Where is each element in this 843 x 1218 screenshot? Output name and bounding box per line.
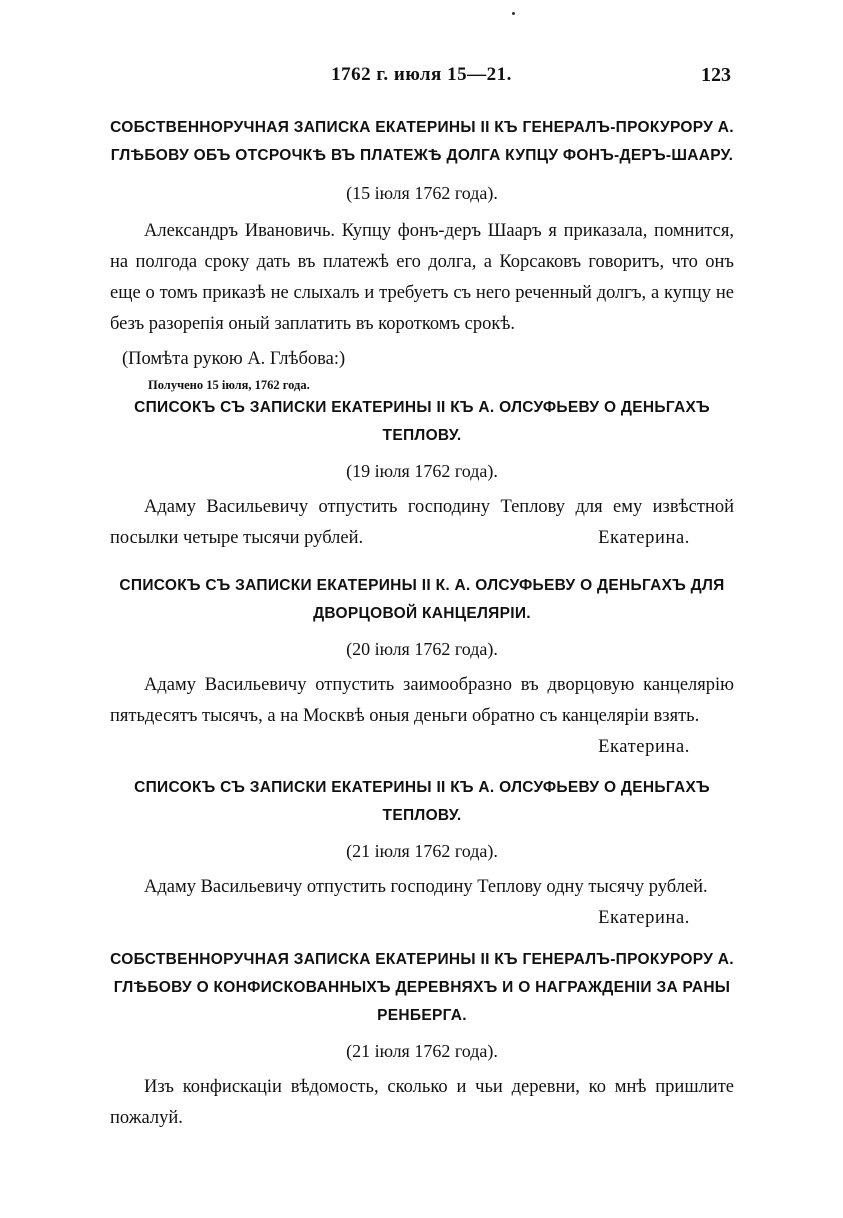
section-4-date: (21 іюля 1762 года). [346, 841, 498, 861]
section-3 [110, 572, 734, 763]
section-5-body: Изъ конфискаціи вѣдомость, сколько и чьи деревни, ко мнѣ пришлите пожалуй. [110, 1077, 734, 1128]
section-1-note: (Помѣта рукою А. Глѣбова:) [122, 349, 346, 369]
section-3-body: Адаму Васильевичу отпустить заимообразно въ дворцовую канцелярію пятьдесятъ тысячъ, а на Москвѣ оныя деньги обратно съ канцеляріи взять. [110, 675, 734, 726]
section-2-date: (19 іюля 1762 года). [346, 461, 498, 481]
section-5-title: СОБСТВЕННОРУЧНАЯ ЗАПИСКА ЕКАТЕРИНЫ II КЪ ГЕНЕРАЛЪ-ПРОКУРОРУ А. ГЛѢБОВУ О КОНФИСКОВАННЫХЪ ДЕРЕВНЯХЪ И О НАГРАЖДЕНІИ ЗА РАНЫ РЕНБЕРГА. [110, 951, 734, 1024]
section-3-title: СПИСОКЪ СЪ ЗАПИСКИ ЕКАТЕРИНЫ II К. А. ОЛСУФЬЕВУ О ДЕНЬГАХЪ ДЛЯ ДВОРЦОВОЙ КАНЦЕЛЯРІИ. [119, 577, 725, 622]
section-3-signature: Екатерина. [598, 737, 690, 757]
header-date-range: 1762 г. июля 15—21. [331, 64, 512, 85]
page-header [0, 64, 843, 96]
section-1-body: Александръ Ивановичь. Купцу фонъ-деръ Шааръ я приказала, помнится, на полгода сроку дать въ платежѣ его долга, а Корсаковъ говоритъ, что онъ еще о томъ приказѣ не слыхалъ и требуетъ съ него реченный долгъ, а купцу не безъ разорепія оный заплатить въ короткомъ срокѣ. [110, 221, 734, 334]
section-4-body: Адаму Васильевичу отпустить господину Теплову одну тысячу рублей. [144, 877, 708, 897]
section-2-title: СПИСОКЪ СЪ ЗАПИСКИ ЕКАТЕРИНЫ II КЪ А. ОЛСУФЬЕВУ О ДЕНЬГАХЪ ТЕПЛОВУ. [134, 399, 710, 444]
section-5 [110, 946, 734, 1134]
section-3-date: (20 іюля 1762 года). [346, 639, 498, 659]
section-1-received: Получено 15 іюля, 1762 года. [148, 378, 310, 392]
print-speck [512, 12, 515, 15]
section-1 [110, 114, 734, 396]
section-4 [110, 774, 734, 934]
section-2-signature: Екатерина. [598, 528, 690, 548]
section-1-date: (15 іюля 1762 года). [346, 183, 498, 203]
section-2-body: Адаму Васильевичу отпустить господину Теплову для ему извѣстной посылки четыре тысячи рублей. [110, 497, 734, 548]
section-4-title: СПИСОКЪ СЪ ЗАПИСКИ ЕКАТЕРИНЫ II КЪ А. ОЛСУФЬЕВУ О ДЕНЬГАХЪ ТЕПЛОВУ. [134, 779, 710, 824]
page-number: 123 [701, 64, 731, 86]
section-4-signature: Екатерина. [598, 908, 690, 928]
section-2 [110, 394, 734, 554]
section-5-date: (21 іюля 1762 года). [346, 1041, 498, 1061]
section-1-title: СОБСТВЕННОРУЧНАЯ ЗАПИСКА ЕКАТЕРИНЫ II КЪ ГЕНЕРАЛЪ-ПРОКУРОРУ А. ГЛѢБОВУ ОБЪ ОТСРОЧКѢ ВЪ ПЛАТЕЖѢ ДОЛГА КУПЦУ ФОНЪ-ДЕРЪ-ШААРУ. [110, 119, 734, 164]
